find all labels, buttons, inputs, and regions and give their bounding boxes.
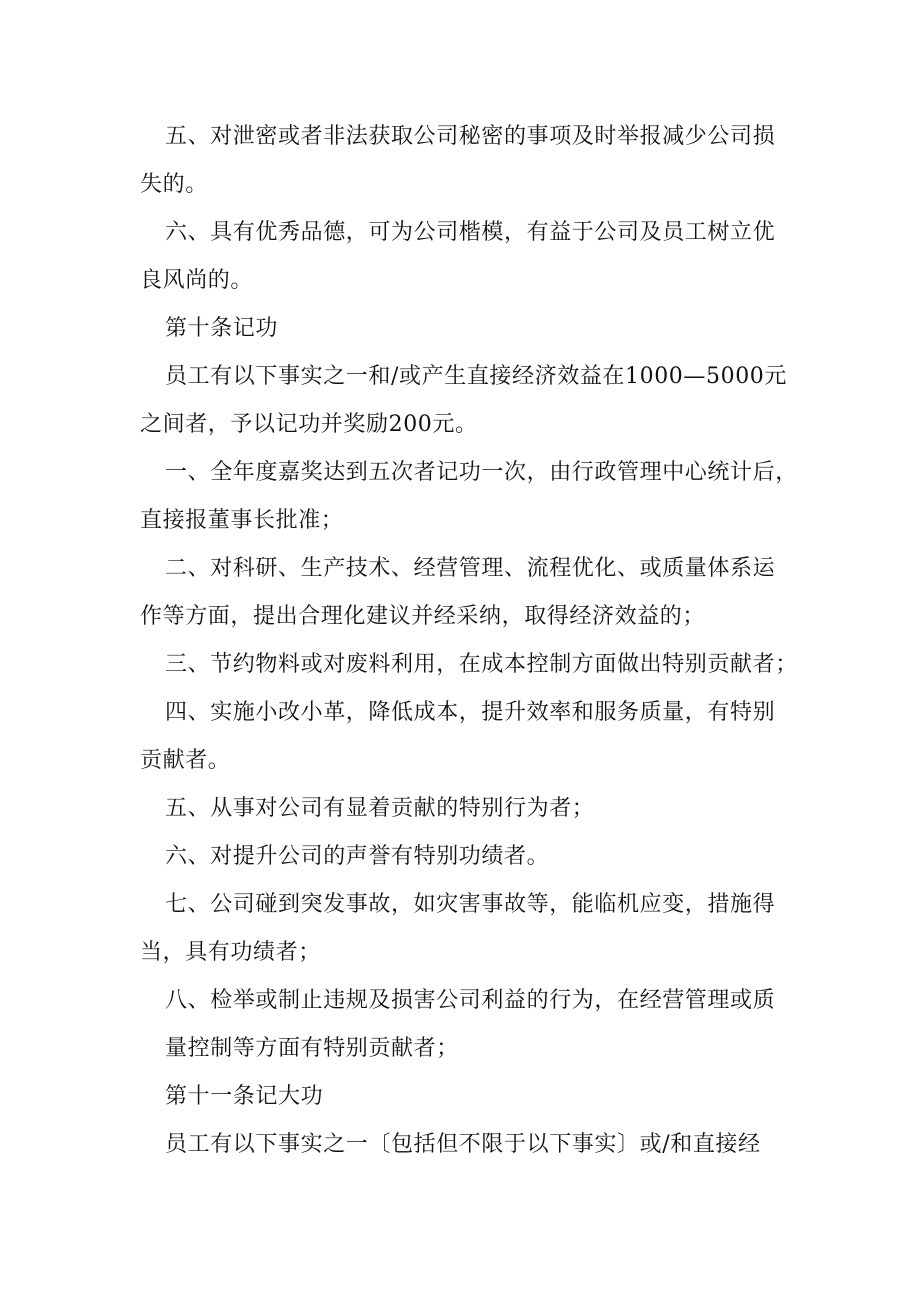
- paragraph-line: 失的。: [140, 172, 208, 197]
- paragraph-line: 三、节约物料或对废料利用，在成本控制方面做出特别贡献者；: [165, 652, 798, 677]
- paragraph-line: 员工有以下事实之一〔包括但不限于以下事实〕或/和直接经: [165, 1132, 761, 1157]
- paragraph-line: 贡献者。: [140, 748, 231, 773]
- paragraph-line: 七、公司碰到突发事故，如灾害事故等，能临机应变，措施得: [165, 892, 776, 917]
- paragraph-line: 之间者，予以记功并奖励200元。: [140, 412, 478, 437]
- section-heading: 第十条记功: [165, 316, 279, 341]
- paragraph-line: 员工有以下事实之一和/或产生直接经济效益在1000—5000元: [165, 364, 787, 389]
- paragraph-line: 四、实施小改小革，降低成本，提升效率和服务质量，有特别: [165, 700, 776, 725]
- paragraph-line: 二、对科研、生产技术、经营管理、流程优化、或质量体系运: [165, 556, 776, 581]
- paragraph-line: 五、对泄密或者非法获取公司秘密的事项及时举报减少公司损: [165, 124, 776, 149]
- paragraph-line: 作等方面，提出合理化建议并经采纳，取得经济效益的；: [140, 604, 706, 629]
- paragraph-line: 八、检举或制止违规及损害公司利益的行为，在经营管理或质: [165, 988, 776, 1013]
- paragraph-line: 六、对提升公司的声誉有特别功绩者。: [165, 844, 550, 869]
- paragraph-line: 良风尚的。: [140, 268, 254, 293]
- paragraph-line: 六、具有优秀品德，可为公司楷模，有益于公司及员工树立优: [165, 220, 776, 245]
- paragraph-line: 五、从事对公司有显着贡献的特别行为者；: [165, 796, 595, 821]
- paragraph-line: 一、全年度嘉奖达到五次者记功一次，由行政管理中心统计后，: [165, 460, 798, 485]
- section-heading: 第十一条记大功: [165, 1084, 324, 1109]
- paragraph-line: 量控制等方面有特别贡献者；: [165, 1036, 459, 1061]
- paragraph-line: 直接报董事长批准；: [140, 508, 344, 533]
- paragraph-line: 当，具有功绩者；: [140, 940, 321, 965]
